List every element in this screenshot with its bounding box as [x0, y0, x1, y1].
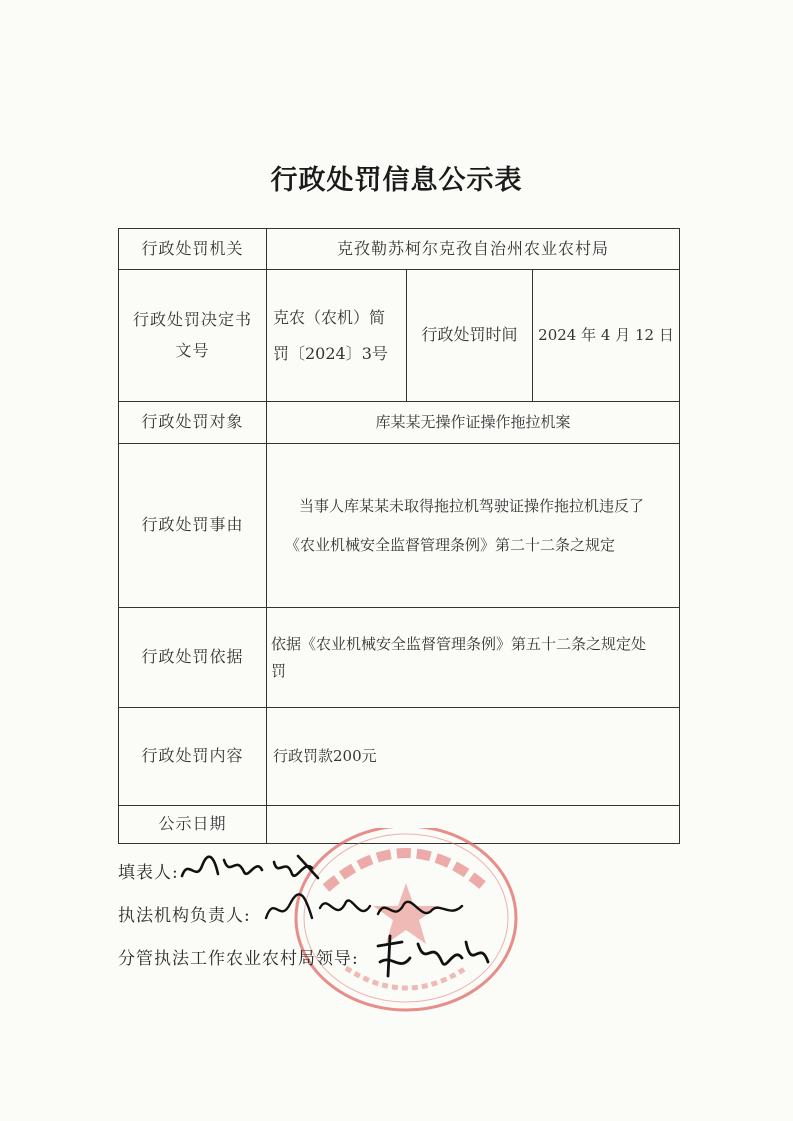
doc-no-value-line1: 克农（农机）简	[273, 308, 386, 328]
penalty-info-table	[118, 228, 680, 844]
basis-line2: 罚	[271, 661, 287, 680]
doc-no-label	[119, 270, 266, 401]
target-value: 库某某无操作证操作拖拉机案	[375, 413, 571, 432]
filler-signature	[178, 848, 328, 888]
filler-label: 填表人:	[118, 863, 179, 883]
leader-signature	[372, 932, 492, 984]
basis-line1: 依据《农业机械安全监督管理条例》第五十二条之规定处	[271, 634, 647, 653]
authority-value: 克孜勒苏柯尔克孜自治州农业农村局	[336, 238, 609, 258]
authority-label: 行政处罚机关	[141, 238, 244, 258]
publish-date-value	[267, 806, 679, 843]
reason-line1: 当事人库某某未取得拖拉机驾驶证操作拖拉机违反了	[299, 496, 645, 515]
content-value: 行政罚款200元	[273, 747, 377, 766]
doc-no-value-line2: 罚〔2024〕3号	[273, 343, 388, 363]
doc-no-label-line2: 文号	[175, 340, 210, 360]
page-title: 行政处罚信息公示表	[270, 165, 523, 196]
leader-label: 分管执法工作农业农村局领导:	[118, 949, 359, 969]
content-label: 行政处罚内容	[141, 746, 244, 766]
doc-no-label-line1: 行政处罚决定书	[132, 310, 252, 330]
responsible-signature	[262, 888, 472, 930]
doc-no-value	[267, 270, 406, 401]
reason-label: 行政处罚事由	[141, 515, 244, 535]
responsible-label: 执法机构负责人:	[118, 906, 251, 926]
basis-value	[267, 608, 679, 707]
time-value: 2024 年 4 月 12 日	[538, 326, 674, 345]
publish-date-label: 公示日期	[158, 814, 227, 834]
target-label: 行政处罚对象	[141, 412, 244, 432]
basis-label: 行政处罚依据	[141, 647, 244, 667]
reason-value	[267, 444, 679, 607]
reason-line2: 《农业机械安全监督管理条例》第二十二条之规定	[285, 535, 616, 554]
time-label: 行政处罚时间	[421, 325, 518, 345]
